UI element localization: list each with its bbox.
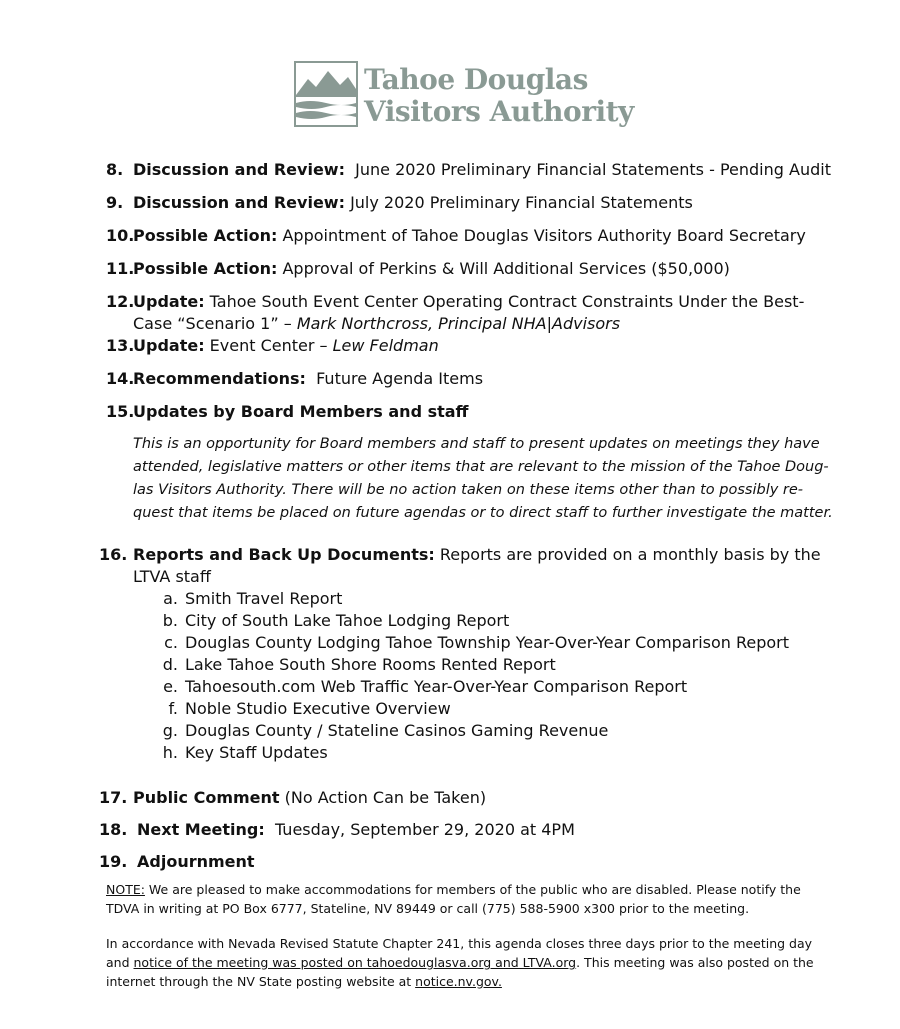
item-text: Tuesday, September 29, 2020 at 4PM: [264, 820, 575, 839]
item-label: Discussion and Review:: [133, 160, 345, 179]
accordance-line-3: [106, 973, 502, 992]
item-number: 19.: [99, 852, 128, 871]
item-number: 18.: [99, 820, 128, 839]
item-number: 11.: [106, 259, 135, 278]
list-letter: h.: [162, 743, 178, 762]
item-label: Next Meeting:: [137, 820, 265, 839]
item-15-paragraph: [133, 433, 833, 525]
note-line-1: We are pleased to make accommodations for members of the public who are disabled. Please notify the: [144, 882, 801, 897]
list-letter: a.: [163, 589, 178, 608]
item-presenter: Lew Feldman: [332, 336, 439, 355]
item-number: 12.: [106, 292, 135, 311]
list-letter: c.: [164, 633, 178, 652]
item-number: 15.: [106, 402, 135, 421]
accordance-text: and: [106, 955, 134, 970]
agenda-item-12-line2: [133, 313, 620, 335]
item-text: (No Action Can be Taken): [279, 788, 487, 807]
list-text: Tahoesouth.com Web Traffic Year-Over-Year Comparison Report: [185, 677, 688, 696]
item-text: Reports are provided on a monthly basis by the: [434, 545, 821, 564]
accessibility-note: [106, 881, 801, 900]
item-text: Appointment of Tahoe Douglas Visitors Authority Board Secretary: [277, 226, 806, 245]
item-label: Adjournment: [137, 852, 255, 871]
item-label: Recommendations:: [133, 369, 306, 388]
item-label: Update:: [133, 336, 205, 355]
item-text: Approval of Perkins & Will Additional Services ($50,000): [277, 259, 730, 278]
list-text: Douglas County Lodging Tahoe Township Year-Over-Year Comparison Report: [185, 633, 790, 652]
item-text: Tahoe South Event Center Operating Contract Constraints Under the Best-: [204, 292, 805, 311]
item-number: 10.: [106, 226, 135, 245]
item-number: 13.: [106, 336, 135, 355]
note-line-2: TDVA in writing at PO Box 6777, Stateline, NV 89449 or call (775) 588-5900 x300 prior to the meeting.: [106, 901, 750, 916]
list-text: Key Staff Updates: [185, 743, 328, 762]
paragraph-line: attended, legislative matters or other items that are relevant to the mission of the Tahoe Doug-: [133, 459, 829, 475]
note-label: NOTE:: [106, 882, 145, 897]
list-letter: g.: [162, 721, 178, 740]
item-number: 17.: [99, 788, 128, 807]
agenda-item-16-line2: LTVA staff: [133, 567, 211, 586]
accordance-text: . This meeting was also posted on the: [576, 955, 814, 970]
item-label: Possible Action:: [133, 259, 278, 278]
item-label: Public Comment: [133, 788, 280, 807]
paragraph-line: las Visitors Authority. There will be no action taken on these items other than to possibly re-: [133, 482, 804, 498]
list-letter: b.: [162, 611, 178, 630]
paragraph-line: quest that items be placed on future agendas or to direct staff to further investigate the matter.: [133, 505, 833, 521]
mountain-lake-logo-icon: [294, 61, 358, 127]
list-text: City of South Lake Tahoe Lodging Report: [185, 611, 510, 630]
logo-line-2: Visitors Authority: [364, 95, 634, 128]
item-number: 8.: [106, 160, 124, 179]
item-label: Reports and Back Up Documents:: [133, 545, 435, 564]
item-number: 9.: [106, 193, 124, 212]
tdva-logo: [294, 61, 634, 131]
notice-nv-gov-link[interactable]: notice.nv.gov.: [415, 974, 502, 989]
logo-line-1: Tahoe Douglas: [364, 63, 588, 96]
item-label: Discussion and Review:: [133, 193, 345, 212]
item-text: Event Center –: [204, 336, 333, 355]
item-label: Possible Action:: [133, 226, 278, 245]
accordance-line-1: In accordance with Nevada Revised Statute Chapter 241, this agenda closes three days prior to the meeting day: [106, 936, 813, 951]
item-number: 16.: [99, 545, 128, 564]
list-text: Smith Travel Report: [185, 589, 343, 608]
item-text-line2: Case “Scenario 1” –: [133, 314, 297, 333]
notice-posted-link[interactable]: notice of the meeting was posted on tahoedouglasva.org and LTVA.org: [133, 955, 577, 970]
item-presenter: Mark Northcross, Principal NHA|Advisors: [296, 314, 621, 333]
list-letter: f.: [168, 699, 178, 718]
item-text: July 2020 Preliminary Financial Statements: [344, 193, 693, 212]
item-label: Update:: [133, 292, 205, 311]
item-number: 14.: [106, 369, 135, 388]
item-text: Future Agenda Items: [305, 369, 484, 388]
list-text: Douglas County / Stateline Casinos Gaming Revenue: [185, 721, 609, 740]
item-label: Updates by Board Members and staff: [133, 402, 469, 421]
paragraph-line: This is an opportunity for Board members and staff to present updates on meetings they have: [133, 436, 820, 452]
item-text: June 2020 Preliminary Financial Statements - Pending Audit: [344, 160, 831, 179]
list-text: Lake Tahoe South Shore Rooms Rented Report: [185, 655, 556, 674]
accordance-text: internet through the NV State posting website at: [106, 974, 416, 989]
list-letter: e.: [163, 677, 178, 696]
accordance-line-2: [106, 954, 814, 973]
list-letter: d.: [162, 655, 178, 674]
list-text: Noble Studio Executive Overview: [185, 699, 451, 718]
